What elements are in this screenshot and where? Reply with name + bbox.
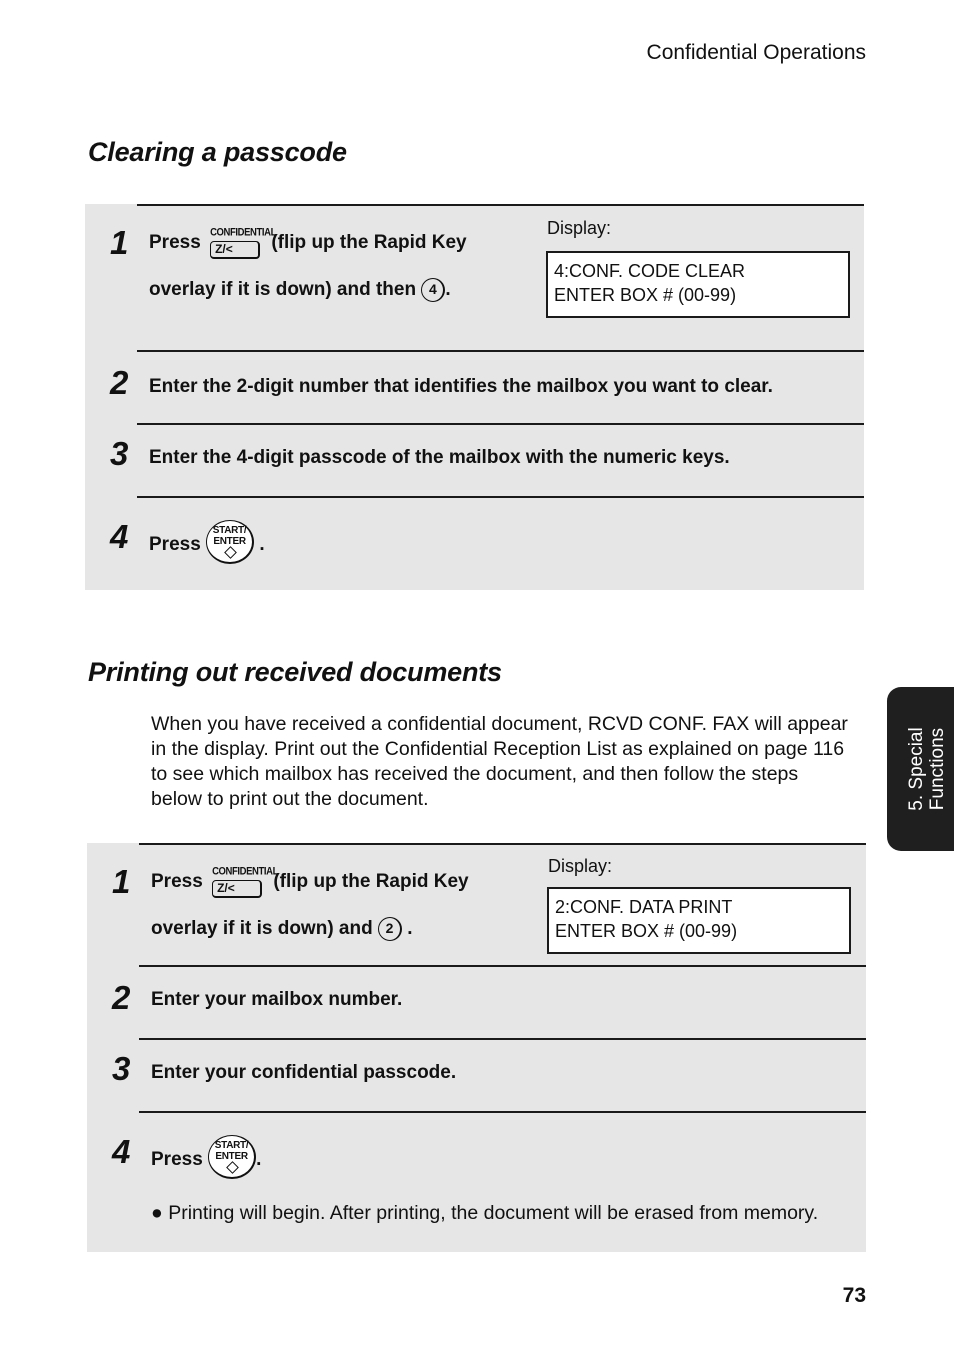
step-number: 3 (110, 435, 129, 472)
step-text: Enter your mailbox number. (151, 989, 403, 1010)
step-number: 1 (110, 224, 129, 261)
steps-box-printing (87, 843, 866, 1252)
confidential-key-icon (206, 226, 276, 262)
display-line-1: 2:CONF. DATA PRINT (555, 897, 733, 917)
start-diamond-icon (224, 546, 237, 559)
display-line-2: ENTER BOX # (00-99) (555, 921, 738, 941)
key-label-line1: START/ (214, 1140, 249, 1151)
step-instruction-line1 (151, 865, 469, 901)
steps-box-clearing (85, 204, 864, 590)
number-key-2-icon: 2 (378, 917, 402, 941)
step-2 (112, 965, 866, 1039)
side-tab-line1: 5. Special (906, 727, 927, 811)
step-number: 1 (112, 863, 131, 900)
step-4 (112, 1111, 866, 1254)
step-number: 4 (112, 1133, 131, 1170)
section-title-printing-documents: Printing out received documents (88, 657, 502, 687)
number-key-4-icon: 4 (421, 278, 445, 302)
section-title-clearing-passcode: Clearing a passcode (88, 137, 347, 167)
key-label-line1: START/ (212, 525, 247, 536)
lcd-display (546, 251, 850, 318)
step-text: Press (151, 871, 203, 892)
step-text: overlay if it is down) and (151, 918, 373, 939)
step-number: 3 (112, 1050, 131, 1087)
step-instruction-line2 (151, 917, 413, 941)
step-instruction (149, 520, 265, 564)
key-label-line2: ENTER (213, 536, 246, 547)
step-text: Press (149, 232, 201, 253)
step-instruction (151, 1135, 261, 1179)
step-text: Enter your confidential passcode. (151, 1062, 457, 1083)
step-text: . (407, 918, 413, 939)
step-1 (110, 204, 864, 351)
step-instruction-line1 (149, 226, 467, 262)
key-label-line2: ENTER (215, 1151, 248, 1162)
intro-paragraph: When you have received a confidential document, RCVD CONF. FAX will appear in the display. Print out the Confidential Reception List as explained on page 116 to see which mailbox has received the document, and then follow the steps below to print out the document. (151, 713, 848, 810)
running-head: Confidential Operations (646, 41, 866, 64)
step-text: (flip up the Rapid Key (273, 871, 469, 892)
step-text: Press (151, 1149, 203, 1170)
key-cap-label: CONFIDENTIAL (210, 226, 276, 240)
bullet-text: Printing will begin. After printing, the document will be erased from memory. (168, 1202, 819, 1224)
key-face-label: Z/< (210, 241, 260, 259)
step-text: Press (149, 534, 201, 555)
start-enter-key-icon (206, 520, 254, 564)
step-text: Enter the 2-digit number that identifies the mailbox you want to clear. (149, 376, 773, 397)
step-2 (110, 350, 864, 424)
step-text: . (445, 279, 451, 300)
key-face-label: Z/< (212, 880, 262, 898)
display-line-2: ENTER BOX # (00-99) (554, 285, 737, 305)
confidential-key-icon (208, 865, 278, 901)
lcd-display (547, 887, 851, 954)
display-label: Display: (547, 218, 612, 238)
chapter-side-tab (887, 687, 954, 851)
display-line-1: 4:CONF. CODE CLEAR (554, 261, 746, 281)
bullet-note (151, 1202, 818, 1225)
step-instruction-line2 (149, 278, 451, 302)
bullet-icon: ● (151, 1202, 163, 1224)
step-number: 4 (110, 518, 129, 555)
step-text: (flip up the Rapid Key (271, 232, 467, 253)
display-label: Display: (548, 856, 613, 876)
step-3 (110, 423, 864, 497)
step-1 (112, 843, 866, 966)
page-number: 73 (842, 1284, 866, 1307)
side-tab-line2: Functions (927, 727, 948, 811)
step-4 (110, 496, 864, 592)
step-text: . (256, 1149, 262, 1170)
step-text: . (259, 534, 265, 555)
start-enter-key-icon (208, 1135, 256, 1179)
step-number: 2 (112, 979, 131, 1016)
step-text: Enter the 4-digit passcode of the mailbox with the numeric keys. (149, 447, 730, 468)
side-tab-label (906, 694, 948, 844)
key-cap-label: CONFIDENTIAL (212, 865, 278, 879)
step-text: overlay if it is down) and then (149, 279, 417, 300)
step-3 (112, 1038, 866, 1112)
step-number: 2 (110, 364, 129, 401)
start-diamond-icon (226, 1161, 239, 1174)
